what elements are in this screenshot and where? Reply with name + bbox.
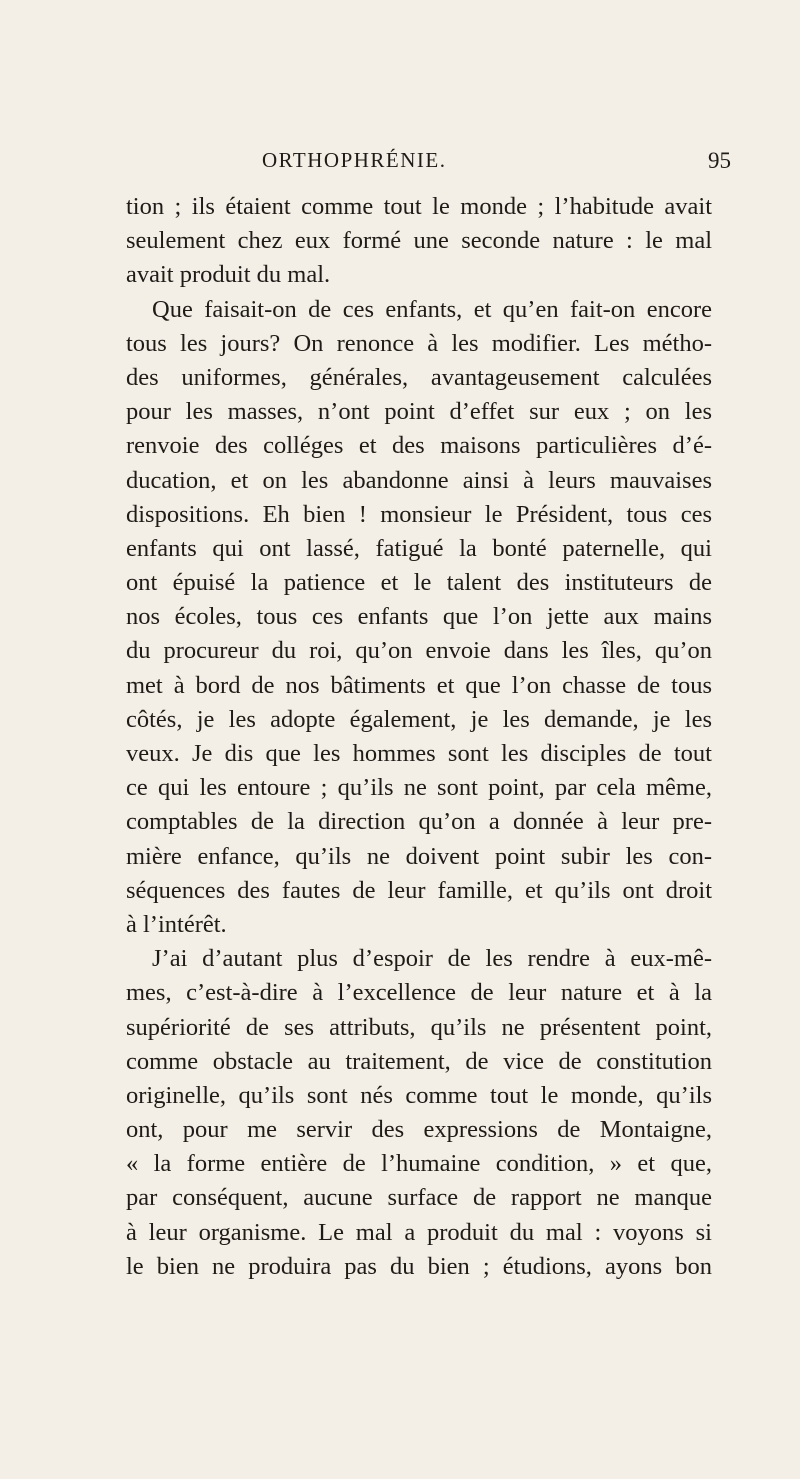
text-line: ont, pour me servir des expressions de Montaigne, xyxy=(126,1116,712,1144)
text-line: séquences des fautes de leur famille, et qu’ils ont droit xyxy=(126,876,712,904)
text-line: comme obstacle au traitement, de vice de constitution xyxy=(126,1047,712,1075)
text-line: renvoie des colléges et des maisons particulières d’é- xyxy=(126,432,712,460)
text-line: supériorité de ses attributs, qu’ils ne présentent point, xyxy=(126,1013,712,1041)
text-line: « la forme entière de l’humaine condition, » et que, xyxy=(126,1150,712,1178)
text-line: ce qui les entoure ; qu’ils ne sont point, par cela même, xyxy=(126,774,712,802)
text-line: Que faisait-on de ces enfants, et qu’en fait-on encore xyxy=(152,295,712,323)
text-line: pour les masses, n’ont point d’effet sur eux ; on les xyxy=(126,398,712,426)
text-line: tion ; ils étaient comme tout le monde ; l’habitude avait xyxy=(126,193,712,220)
text-line: mes, c’est-à-dire à l’excellence de leur nature et à la xyxy=(126,979,712,1007)
body-text xyxy=(126,190,712,1284)
text-line: comptables de la direction qu’on a donnée à leur pre- xyxy=(126,808,712,836)
text-line: ont épuisé la patience et le talent des instituteurs de xyxy=(126,569,712,597)
text-line: mière enfance, qu’ils ne doivent point subir les con- xyxy=(126,842,712,870)
text-line: à l’intérêt. xyxy=(126,910,227,938)
text-line: à leur organisme. Le mal a produit du mal : voyons si xyxy=(126,1218,712,1246)
page-number: 95 xyxy=(708,148,731,173)
text-line: veux. Je dis que les hommes sont les disciples de tout xyxy=(126,740,712,767)
running-head xyxy=(0,148,800,178)
text-line: le bien ne produira pas du bien ; étudions, ayons bon xyxy=(126,1252,712,1280)
text-line: des uniformes, générales, avantageusement calculées xyxy=(126,363,712,391)
text-line: J’ai d’autant plus d’espoir de les rendre à eux-mê- xyxy=(152,945,712,973)
text-line: enfants qui ont lassé, fatigué la bonté paternelle, qui xyxy=(126,534,712,562)
running-title: ORTHOPHRÉNIE. xyxy=(262,148,447,172)
text-line: tous les jours? On renonce à les modifier. Les métho- xyxy=(126,329,712,357)
text-line: côtés, je les adopte également, je les demande, je les xyxy=(126,705,712,733)
text-line: ducation, et on les abandonne ainsi à leurs mauvaises xyxy=(126,466,712,494)
text-line: par conséquent, aucune surface de rapport ne manque xyxy=(126,1184,712,1212)
text-line: seulement chez eux formé une seconde nature : le mal xyxy=(126,227,712,255)
text-line: du procureur du roi, qu’on envoie dans les îles, qu’on xyxy=(126,637,712,665)
text-line: dispositions. Eh bien ! monsieur le Président, tous ces xyxy=(126,500,712,528)
text-line: met à bord de nos bâtiments et que l’on chasse de tous xyxy=(126,671,712,699)
text-line: avait produit du mal. xyxy=(126,261,331,289)
text-line: originelle, qu’ils sont nés comme tout le monde, qu’ils xyxy=(126,1081,712,1109)
text-line: nos écoles, tous ces enfants que l’on jette aux mains xyxy=(126,603,712,631)
